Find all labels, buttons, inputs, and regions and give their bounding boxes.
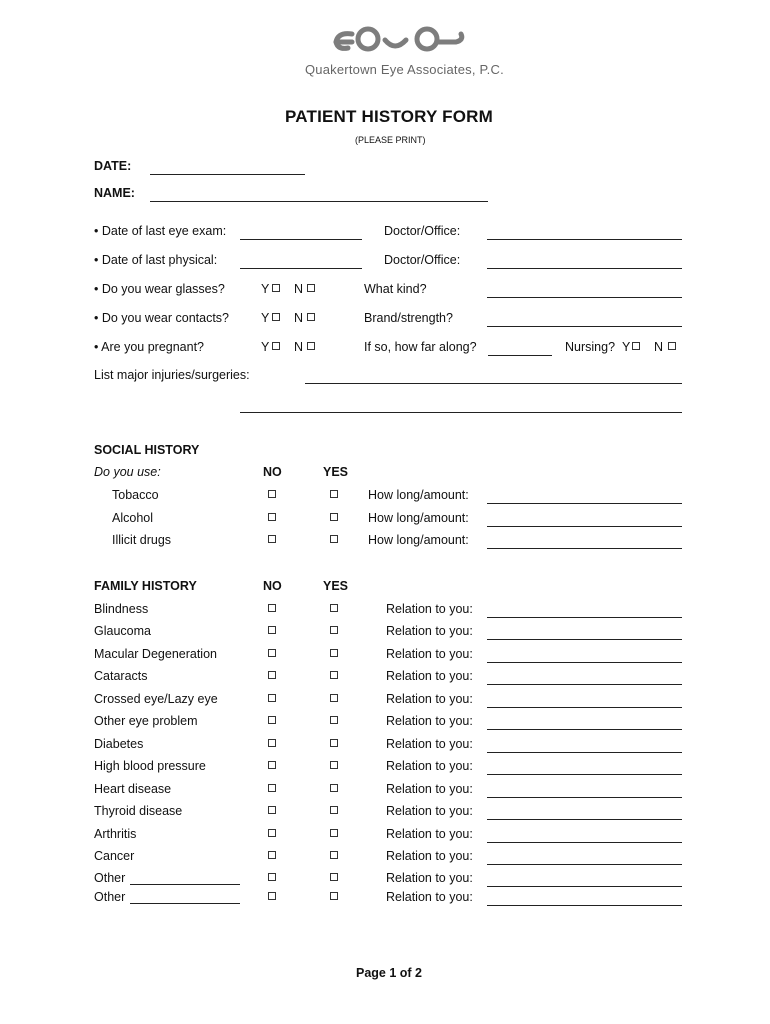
injuries-field-line-1[interactable] bbox=[305, 383, 682, 384]
family-item-label: Arthritis bbox=[94, 827, 137, 841]
social-no-checkbox[interactable] bbox=[268, 490, 276, 498]
nursing-no-checkbox[interactable] bbox=[668, 342, 676, 350]
family-yes-checkbox[interactable] bbox=[330, 626, 338, 634]
relation-field[interactable] bbox=[487, 797, 682, 798]
family-no-checkbox[interactable] bbox=[268, 784, 276, 792]
form-title: PATIENT HISTORY FORM bbox=[285, 107, 494, 126]
injuries-field-line-2[interactable] bbox=[240, 412, 682, 413]
name-label: NAME: bbox=[94, 186, 135, 200]
physical-doctor-office-field[interactable] bbox=[487, 268, 682, 269]
family-item-label: Other bbox=[94, 871, 126, 885]
nursing-yes-checkbox[interactable] bbox=[632, 342, 640, 350]
family-yes-checkbox[interactable] bbox=[330, 604, 338, 612]
social-history-heading: SOCIAL HISTORY bbox=[94, 443, 200, 457]
last-eye-exam-field[interactable] bbox=[240, 239, 362, 240]
family-yes-checkbox[interactable] bbox=[330, 784, 338, 792]
last-physical-field[interactable] bbox=[240, 268, 362, 269]
social-no-checkbox[interactable] bbox=[268, 535, 276, 543]
family-yes-checkbox[interactable] bbox=[330, 716, 338, 724]
family-yes-checkbox[interactable] bbox=[330, 649, 338, 657]
brand-strength-field[interactable] bbox=[487, 326, 682, 327]
family-yes-checkbox[interactable] bbox=[330, 739, 338, 747]
what-kind-field[interactable] bbox=[487, 297, 682, 298]
relation-label: Relation to you: bbox=[386, 827, 473, 841]
social-no-checkbox[interactable] bbox=[268, 513, 276, 521]
family-yes-header: YES bbox=[323, 579, 349, 593]
physical-doctor-office-label: Doctor/Office: bbox=[384, 253, 461, 267]
pregnant-yes-checkbox[interactable] bbox=[272, 342, 280, 350]
family-item-label: Diabetes bbox=[94, 737, 144, 751]
social-yes-checkbox[interactable] bbox=[330, 490, 338, 498]
relation-field[interactable] bbox=[487, 864, 682, 865]
brand-strength-label: Brand/strength? bbox=[364, 311, 453, 325]
relation-field[interactable] bbox=[487, 707, 682, 708]
family-item-label: Blindness bbox=[94, 602, 149, 616]
other-specify-field[interactable] bbox=[130, 884, 240, 885]
how-far-along-field[interactable] bbox=[488, 355, 552, 356]
other-specify-field[interactable] bbox=[130, 903, 240, 904]
family-yes-checkbox[interactable] bbox=[330, 892, 338, 900]
relation-field[interactable] bbox=[487, 639, 682, 640]
eye-doctor-office-field[interactable] bbox=[487, 239, 682, 240]
family-no-header: NO bbox=[263, 579, 282, 593]
how-far-along-label: If so, how far along? bbox=[364, 340, 477, 354]
family-item-label: Crossed eye/Lazy eye bbox=[94, 692, 218, 706]
pregnant-yes-letter: Y bbox=[261, 340, 270, 354]
social-yes-checkbox[interactable] bbox=[330, 513, 338, 521]
relation-field[interactable] bbox=[487, 774, 682, 775]
glasses-question: • Do you wear glasses? bbox=[94, 282, 225, 296]
relation-field[interactable] bbox=[487, 752, 682, 753]
amount-field[interactable] bbox=[487, 526, 682, 527]
nursing-no-letter: N bbox=[654, 340, 664, 354]
relation-label: Relation to you: bbox=[386, 849, 473, 863]
family-no-checkbox[interactable] bbox=[268, 716, 276, 724]
relation-label: Relation to you: bbox=[386, 669, 473, 683]
family-no-checkbox[interactable] bbox=[268, 761, 276, 769]
family-no-checkbox[interactable] bbox=[268, 604, 276, 612]
contacts-question: • Do you wear contacts? bbox=[94, 311, 229, 325]
form-subtitle: (PLEASE PRINT) bbox=[355, 135, 426, 145]
family-item-label: Thyroid disease bbox=[94, 804, 183, 818]
relation-label: Relation to you: bbox=[386, 624, 473, 638]
family-no-checkbox[interactable] bbox=[268, 851, 276, 859]
relation-label: Relation to you: bbox=[386, 890, 473, 904]
family-item-label: Macular Degeneration bbox=[94, 647, 217, 661]
relation-label: Relation to you: bbox=[386, 804, 473, 818]
contacts-no-letter: N bbox=[294, 311, 304, 325]
practice-logo bbox=[330, 22, 468, 56]
family-item-label: Heart disease bbox=[94, 782, 172, 796]
relation-field[interactable] bbox=[487, 617, 682, 618]
family-item-label: Cataracts bbox=[94, 669, 148, 683]
relation-field[interactable] bbox=[487, 684, 682, 685]
family-item-label: High blood pressure bbox=[94, 759, 206, 773]
glasses-yes-letter: Y bbox=[261, 282, 270, 296]
family-no-checkbox[interactable] bbox=[268, 649, 276, 657]
family-yes-checkbox[interactable] bbox=[330, 671, 338, 679]
relation-label: Relation to you: bbox=[386, 759, 473, 773]
relation-label: Relation to you: bbox=[386, 737, 473, 751]
last-physical-label: • Date of last physical: bbox=[94, 253, 218, 267]
family-yes-checkbox[interactable] bbox=[330, 873, 338, 881]
amount-label: How long/amount: bbox=[368, 533, 469, 547]
relation-field[interactable] bbox=[487, 729, 682, 730]
relation-field[interactable] bbox=[487, 662, 682, 663]
relation-label: Relation to you: bbox=[386, 871, 473, 885]
last-eye-exam-label: • Date of last eye exam: bbox=[94, 224, 227, 238]
family-yes-checkbox[interactable] bbox=[330, 806, 338, 814]
glasses-no-letter: N bbox=[294, 282, 304, 296]
relation-label: Relation to you: bbox=[386, 714, 473, 728]
family-no-checkbox[interactable] bbox=[268, 694, 276, 702]
relation-field[interactable] bbox=[487, 819, 682, 820]
glasses-no-checkbox[interactable] bbox=[307, 284, 315, 292]
family-yes-checkbox[interactable] bbox=[330, 761, 338, 769]
pregnant-question: • Are you pregnant? bbox=[94, 340, 205, 354]
family-no-checkbox[interactable] bbox=[268, 671, 276, 679]
eye-doctor-office-label: Doctor/Office: bbox=[384, 224, 461, 238]
relation-field[interactable] bbox=[487, 905, 682, 906]
practice-name: Quakertown Eye Associates, P.C. bbox=[305, 62, 504, 77]
social-item-label: Alcohol bbox=[112, 510, 153, 525]
family-no-checkbox[interactable] bbox=[268, 739, 276, 747]
family-no-checkbox[interactable] bbox=[268, 829, 276, 837]
injuries-label: List major injuries/surgeries: bbox=[94, 368, 250, 382]
relation-field[interactable] bbox=[487, 886, 682, 887]
family-no-checkbox[interactable] bbox=[268, 806, 276, 814]
name-field[interactable] bbox=[150, 201, 488, 202]
page-number: Page 1 of 2 bbox=[356, 966, 422, 980]
glasses-yes-checkbox[interactable] bbox=[272, 284, 280, 292]
relation-field[interactable] bbox=[487, 842, 682, 843]
relation-label: Relation to you: bbox=[386, 782, 473, 796]
social-item-label: Illicit drugs bbox=[112, 533, 172, 547]
amount-label: How long/amount: bbox=[368, 488, 469, 502]
amount-field[interactable] bbox=[487, 548, 682, 549]
family-no-checkbox[interactable] bbox=[268, 873, 276, 881]
relation-label: Relation to you: bbox=[386, 692, 473, 706]
social-no-header: NO bbox=[263, 465, 282, 479]
date-label: DATE: bbox=[94, 159, 132, 173]
family-item-label: Other eye problem bbox=[94, 714, 198, 728]
family-yes-checkbox[interactable] bbox=[330, 829, 338, 837]
what-kind-label: What kind? bbox=[364, 282, 427, 296]
date-field[interactable] bbox=[150, 174, 305, 175]
do-you-use-label: Do you use: bbox=[94, 465, 161, 479]
contacts-no-checkbox[interactable] bbox=[307, 313, 315, 321]
family-item-label: Cancer bbox=[94, 849, 135, 863]
contacts-yes-checkbox[interactable] bbox=[272, 313, 280, 321]
amount-label: How long/amount: bbox=[368, 510, 469, 525]
social-yes-header: YES bbox=[323, 465, 349, 479]
nursing-label: Nursing? bbox=[565, 340, 616, 354]
family-yes-checkbox[interactable] bbox=[330, 694, 338, 702]
family-no-checkbox[interactable] bbox=[268, 892, 276, 900]
family-yes-checkbox[interactable] bbox=[330, 851, 338, 859]
family-no-checkbox[interactable] bbox=[268, 626, 276, 634]
relation-label: Relation to you: bbox=[386, 602, 473, 616]
family-history-heading: FAMILY HISTORY bbox=[94, 579, 197, 593]
social-yes-checkbox[interactable] bbox=[330, 535, 338, 543]
pregnant-no-checkbox[interactable] bbox=[307, 342, 315, 350]
amount-field[interactable] bbox=[487, 503, 682, 504]
pregnant-no-letter: N bbox=[294, 340, 304, 354]
social-item-label: Tobacco bbox=[112, 488, 159, 502]
family-item-label: Other bbox=[94, 890, 126, 904]
relation-label: Relation to you: bbox=[386, 647, 473, 661]
family-item-label: Glaucoma bbox=[94, 624, 151, 638]
nursing-yes-letter: Y bbox=[622, 340, 631, 354]
contacts-yes-letter: Y bbox=[261, 311, 270, 325]
